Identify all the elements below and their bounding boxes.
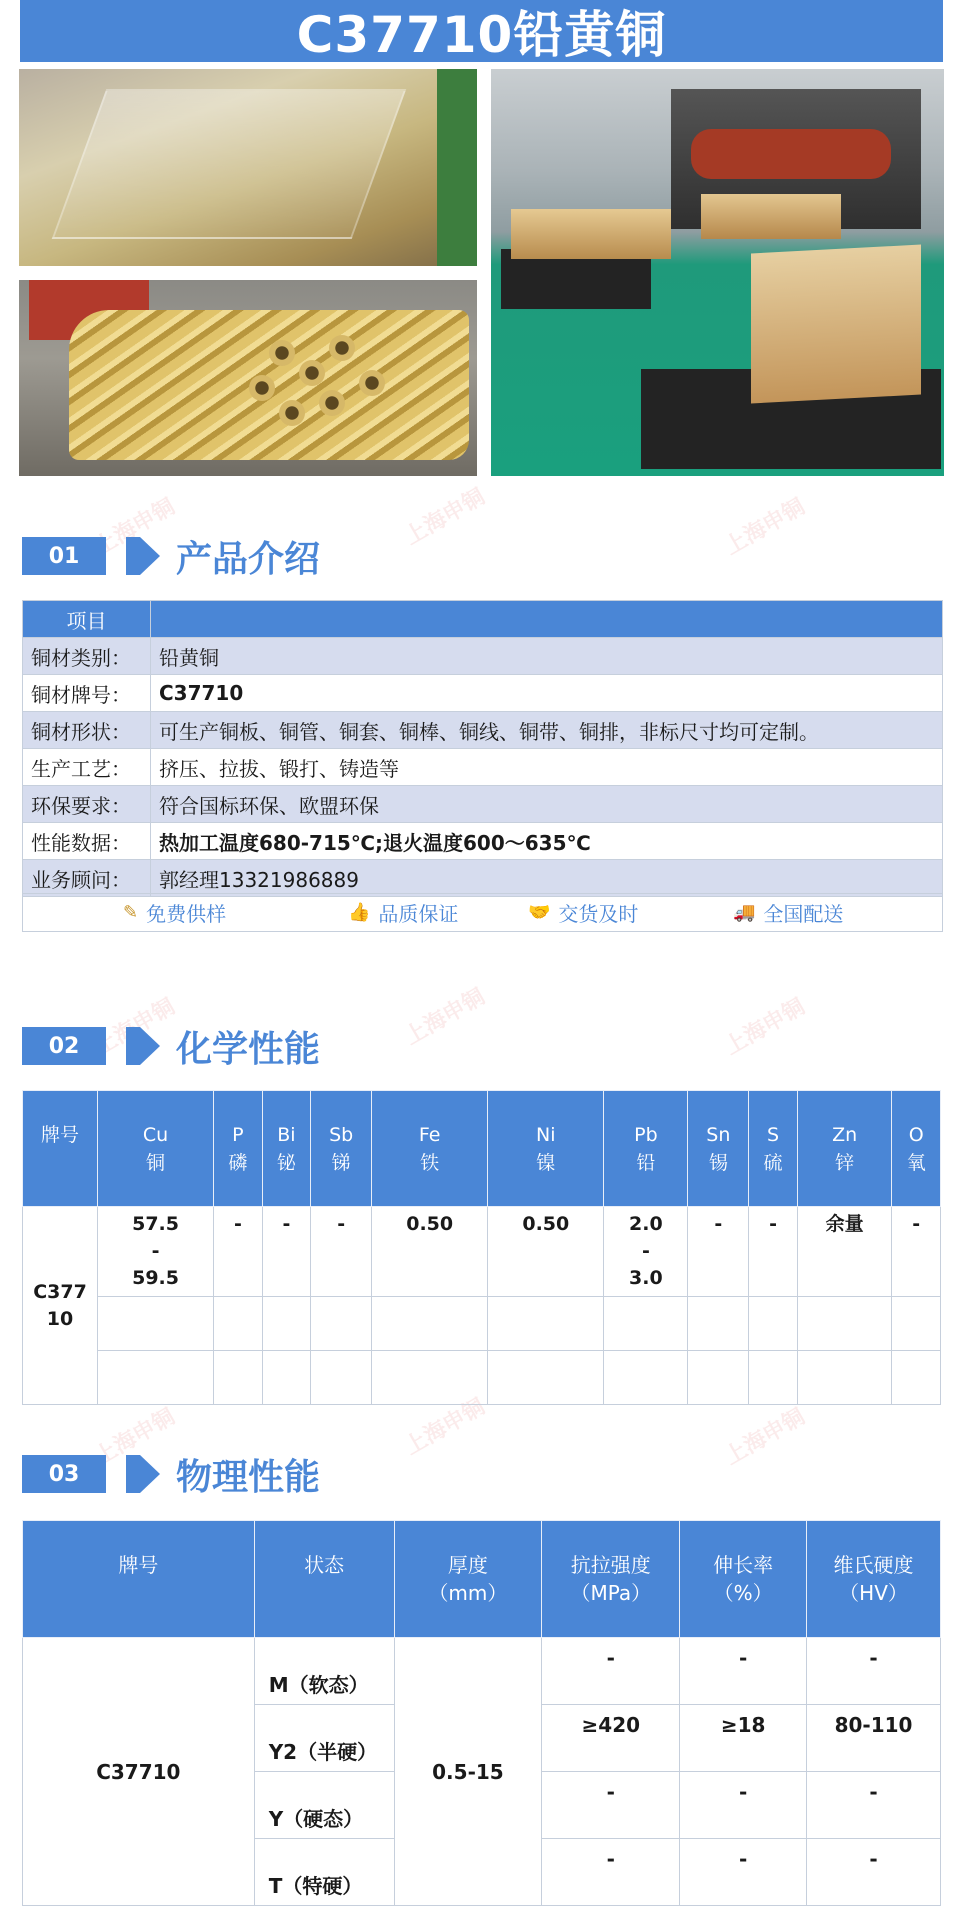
table-header-row <box>23 1521 941 1638</box>
header-cell: O 氧 <box>892 1091 941 1207</box>
section-number: 01 <box>22 537 106 575</box>
header-cell: Bi 铋 <box>262 1091 311 1207</box>
value-cell: - <box>542 1772 680 1839</box>
value-cell: - <box>262 1207 311 1297</box>
header-cell: 维氏硬度 （HV） <box>807 1521 941 1638</box>
pen-icon: ✎ <box>123 902 139 923</box>
header-cell: 抗拉强度 （MPa） <box>542 1521 680 1638</box>
feature-delivery <box>528 898 638 927</box>
value-cell: - <box>688 1207 749 1297</box>
row-label: 铜材形状： <box>23 712 151 749</box>
value-cell: - <box>749 1207 798 1297</box>
row-label: 环保要求： <box>23 786 151 823</box>
row-value: 郭经理13321986889 <box>151 860 943 897</box>
arrow-icon <box>140 1455 160 1493</box>
section-number: 02 <box>22 1027 106 1065</box>
value-cell: ≥18 <box>680 1705 807 1772</box>
header-cell: 伸长率 （%） <box>680 1521 807 1638</box>
watermark: 上海申铜 <box>400 484 490 551</box>
physical-properties-table <box>22 1520 941 1906</box>
value-cell: - <box>542 1638 680 1705</box>
value-cell: - <box>807 1772 941 1839</box>
header-cell: Sb 锑 <box>311 1091 372 1207</box>
table-header-row <box>23 601 943 638</box>
header-cell: Cu 铜 <box>98 1091 214 1207</box>
header-cell: 牌号 <box>23 1521 255 1638</box>
page-title: C37710铅黄铜 <box>296 6 667 64</box>
table-row <box>23 675 943 712</box>
value-cell: - <box>311 1207 372 1297</box>
handshake-icon: 🤝 <box>528 902 551 923</box>
row-label: 生产工艺： <box>23 749 151 786</box>
table-row <box>23 1351 941 1405</box>
watermark: 上海申铜 <box>90 1404 180 1471</box>
section-title: 产品介绍 <box>176 538 321 580</box>
value-cell: - <box>680 1839 807 1906</box>
watermark: 上海申铜 <box>400 1394 490 1461</box>
watermark: 上海申铜 <box>720 994 810 1061</box>
header-cell: 状态 <box>254 1521 394 1638</box>
section-number: 03 <box>22 1455 106 1493</box>
value-cell: - <box>680 1772 807 1839</box>
grade-cell: C37710 <box>23 1638 255 1906</box>
section-header-physical <box>22 1453 321 1498</box>
value-cell: - <box>680 1638 807 1705</box>
arrow-icon <box>140 537 160 575</box>
value-cell: 80-110 <box>807 1705 941 1772</box>
row-value: 热加工温度680-715℃;退火温度600～635℃ <box>151 823 943 860</box>
state-cell: T（特硬） <box>254 1839 394 1906</box>
watermark: 上海申铜 <box>400 984 490 1051</box>
value-cell: - <box>807 1638 941 1705</box>
table-row <box>23 860 943 897</box>
section-header-intro <box>22 535 321 580</box>
wrapped-brass-plates-photo <box>19 69 477 266</box>
feature-label: 全国配送 <box>763 902 844 926</box>
watermark: 上海申铜 <box>720 494 810 561</box>
truck-icon: 🚚 <box>733 902 756 923</box>
feature-quality <box>348 898 458 927</box>
section-header-chemical <box>22 1025 321 1070</box>
value-cell: 57.5 - 59.5 <box>98 1207 214 1297</box>
watermark: 上海申铜 <box>90 994 180 1061</box>
header-cell: 牌号 <box>23 1091 98 1207</box>
value-cell: 0.50 <box>372 1207 488 1297</box>
table-row <box>23 638 943 675</box>
value-cell: - <box>892 1207 941 1297</box>
value-cell: - <box>807 1839 941 1906</box>
row-value: 铅黄铜 <box>151 638 943 675</box>
arrow-icon <box>140 1027 160 1065</box>
row-value: 挤压、拉拔、锻打、铸造等 <box>151 749 943 786</box>
header-cell: Zn 锌 <box>797 1091 892 1207</box>
header-cell: P 磷 <box>214 1091 263 1207</box>
feature-shipping <box>733 898 843 927</box>
section-title: 物理性能 <box>176 1456 321 1498</box>
factory-floor-photo <box>491 69 944 476</box>
watermark: 上海申铜 <box>90 494 180 561</box>
header-cell: S 硫 <box>749 1091 798 1207</box>
value-cell: - <box>542 1839 680 1906</box>
row-label: 铜材牌号： <box>23 675 151 712</box>
thickness-cell: 0.5-15 <box>394 1638 542 1906</box>
table-row <box>23 1638 941 1705</box>
table-row <box>23 1297 941 1351</box>
row-value: 可生产铜板、铜管、铜套、铜棒、铜线、铜带、铜排，非标尺寸均可定制。 <box>151 712 943 749</box>
chemical-composition-table <box>22 1090 941 1405</box>
state-cell: Y2（半硬） <box>254 1705 394 1772</box>
table-header-row <box>23 1091 941 1207</box>
table-row <box>23 749 943 786</box>
header-cell: Sn 锡 <box>688 1091 749 1207</box>
feature-label: 品质保证 <box>378 902 459 926</box>
table-row <box>23 712 943 749</box>
header-cell: Ni 镍 <box>488 1091 604 1207</box>
state-cell: M（软态） <box>254 1638 394 1705</box>
feature-free-sample <box>123 898 226 927</box>
value-cell: 0.50 <box>488 1207 604 1297</box>
feature-label: 免费供样 <box>146 902 227 926</box>
row-value: 符合国标环保、欧盟环保 <box>151 786 943 823</box>
table-row <box>23 786 943 823</box>
header-cell: Fe 铁 <box>372 1091 488 1207</box>
header-cell: 项目 <box>23 601 151 638</box>
table-row <box>23 1207 941 1297</box>
thumbs-up-icon: 👍 <box>348 902 371 923</box>
header-cell: Pb 铅 <box>604 1091 688 1207</box>
brass-tubes-bundle-photo <box>19 280 477 476</box>
value-cell: 余量 <box>797 1207 892 1297</box>
header-cell <box>151 601 943 638</box>
watermark: 上海申铜 <box>720 1404 810 1471</box>
section-title: 化学性能 <box>176 1028 321 1070</box>
product-intro-table <box>22 600 943 897</box>
state-cell: Y（硬态） <box>254 1772 394 1839</box>
value-cell: 2.0 - 3.0 <box>604 1207 688 1297</box>
page-title-bar <box>20 0 943 62</box>
feature-strip <box>22 893 943 932</box>
row-value: C37710 <box>151 675 943 712</box>
row-label: 性能数据： <box>23 823 151 860</box>
grade-cell: C377 10 <box>23 1207 98 1405</box>
row-label: 业务顾问： <box>23 860 151 897</box>
row-label: 铜材类别： <box>23 638 151 675</box>
table-row <box>23 823 943 860</box>
value-cell: - <box>214 1207 263 1297</box>
value-cell: ≥420 <box>542 1705 680 1772</box>
header-cell: 厚度 （mm） <box>394 1521 542 1638</box>
feature-label: 交货及时 <box>558 902 639 926</box>
